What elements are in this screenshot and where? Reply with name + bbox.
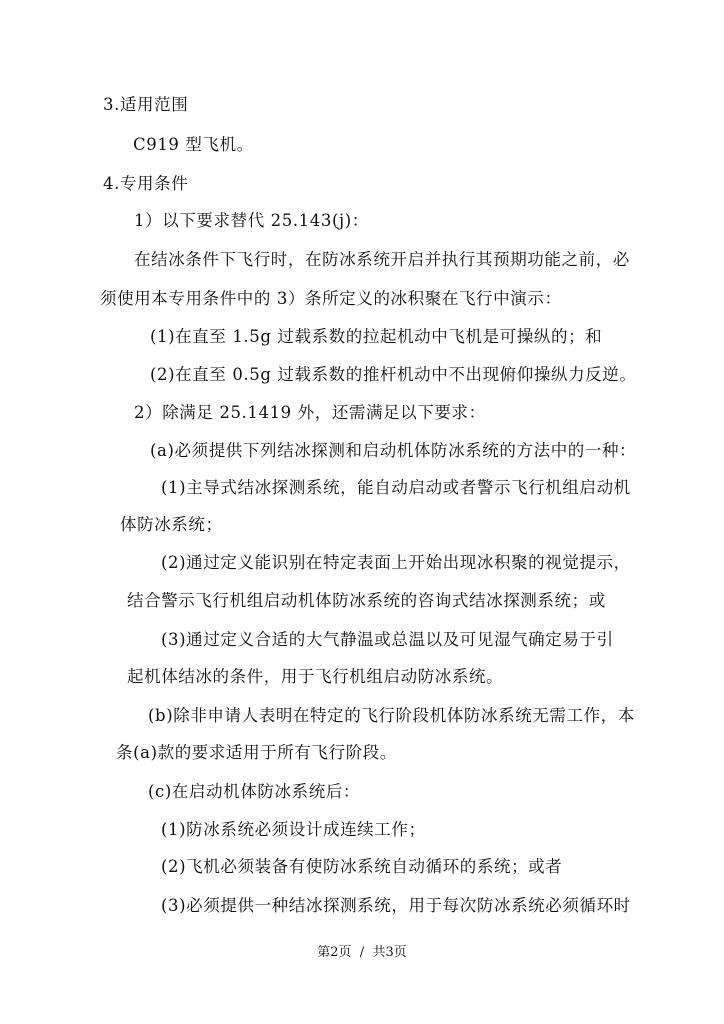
paragraph-line: (2)通过定义能识别在特定表面上开始出现冰积聚的视觉提示， xyxy=(161,553,631,572)
paragraph-line: 2）除满足 25.1419 外，还需满足以下要求： xyxy=(134,403,486,422)
page-number-footer: 第2页 / 共3页 xyxy=(317,945,407,960)
paragraph-line: 在结冰条件下飞行时，在防冰系统开启并执行其预期功能之前，必 xyxy=(134,250,630,269)
paragraph-line: 1）以下要求替代 25.143(j)： xyxy=(134,211,369,230)
section-heading-scope: 3.适用范围 xyxy=(103,95,189,114)
paragraph-line: (1)防冰系统必须设计成连续工作； xyxy=(161,820,426,839)
paragraph-line: (c)在启动机体防冰系统后： xyxy=(148,782,361,801)
paragraph-line: (3)通过定义合适的大气静温或总温以及可见湿气确定易于引 xyxy=(161,630,614,649)
paragraph-line: 体防冰系统； xyxy=(120,515,223,534)
paragraph-line: (2)在直至 0.5g 过载系数的推杆机动中不出现俯仰操纵力反逆。 xyxy=(150,365,637,384)
paragraph-line: (1)主导式结冰探测系统，能自动启动或者警示飞行机组启动机 xyxy=(161,478,631,497)
paragraph-line: (2)飞机必须装备有使防冰系统自动循环的系统；或者 xyxy=(161,857,563,876)
paragraph-line: (3)必须提供一种结冰探测系统，用于每次防冰系统必须循环时 xyxy=(161,896,631,915)
paragraph-line: (1)在直至 1.5g 过载系数的拉起机动中飞机是可操纵的；和 xyxy=(150,327,603,346)
section-heading-special-conditions: 4.专用条件 xyxy=(103,174,189,193)
paragraph-line: 起机体结冰的条件，用于飞行机组启动防冰系统。 xyxy=(127,667,504,686)
paragraph-line: 条(a)款的要求适用于所有飞行阶段。 xyxy=(116,743,398,762)
paragraph-line: (a)必须提供下列结冰探测和启动机体防冰系统的方法中的一种： xyxy=(150,441,637,460)
paragraph-line: 须使用本专用条件中的 3）条所定义的冰积聚在飞行中演示： xyxy=(100,289,562,308)
paragraph-line: (b)除非申请人表明在特定的飞行阶段机体防冰系统无需工作，本 xyxy=(148,706,635,725)
paragraph-line: C919 型飞机。 xyxy=(133,135,254,154)
paragraph-line: 结合警示飞行机组启动机体防冰系统的咨询式结冰探测系统；或 xyxy=(127,591,606,610)
